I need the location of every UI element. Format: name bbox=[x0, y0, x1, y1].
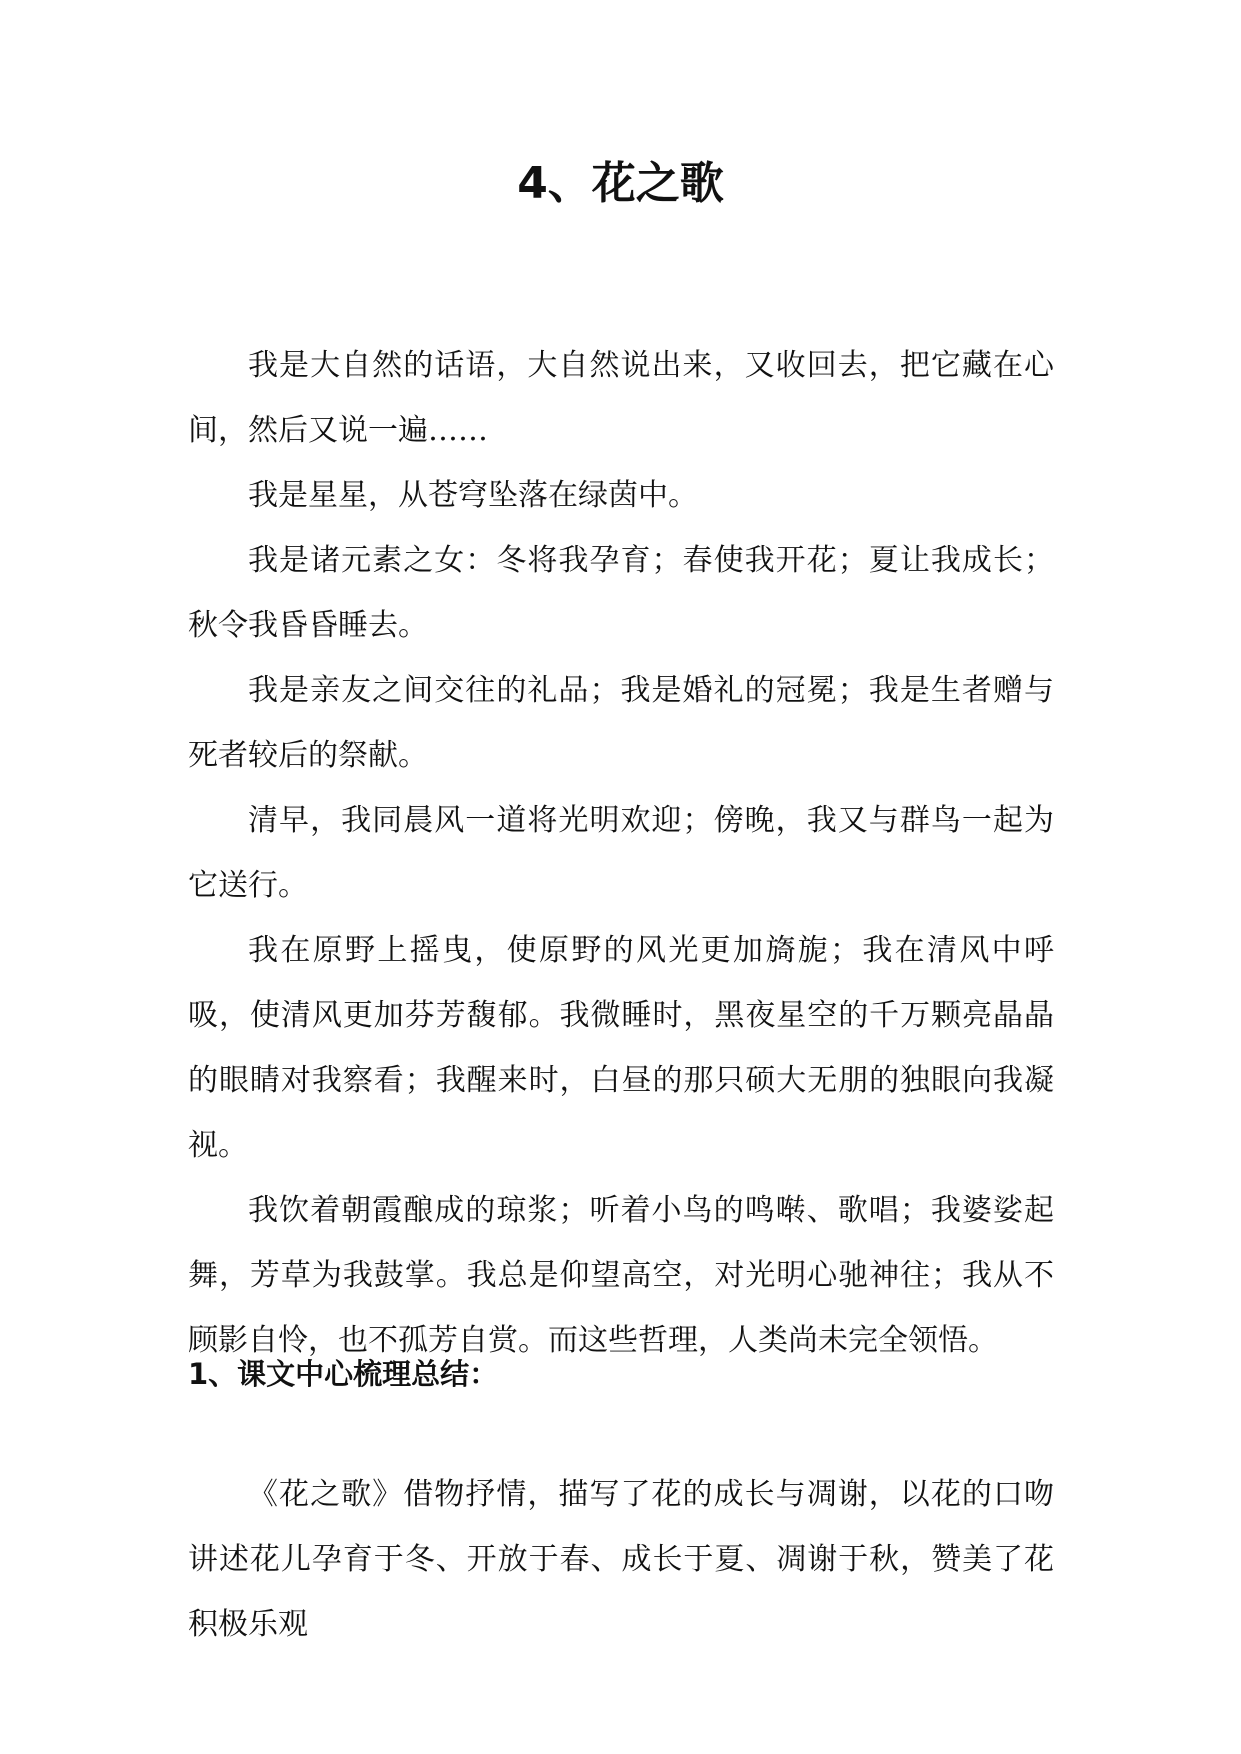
paragraph: 我是亲友之间交往的礼品；我是婚礼的冠冕；我是生者赠与死者较后的祭献。 bbox=[188, 673, 1054, 773]
paragraph: 我是诸元素之女：冬将我孕育；春使我开花；夏让我成长；秋令我昏昏睡去。 bbox=[188, 543, 1054, 643]
summary-body bbox=[188, 1462, 1054, 1657]
paragraph: 我是星星，从苍穹坠落在绿茵中。 bbox=[248, 478, 698, 513]
paragraph: 清早，我同晨风一道将光明欢迎；傍晚，我又与群鸟一起为它送行。 bbox=[188, 803, 1054, 903]
page-title: 4、花之歌 bbox=[517, 158, 724, 209]
paragraph: 我饮着朝霞酿成的琼浆；听着小鸟的鸣啭、歌唱；我婆娑起舞，芳草为我鼓掌。我总是仰望高空，对光明心驰神往；我从不顾影自怜，也不孤芳自赏。而这些哲理，人类尚未完全领悟。 bbox=[188, 1193, 1054, 1358]
poem-body bbox=[188, 333, 1054, 1373]
section-heading: 1、课文中心梳理总结： bbox=[188, 1357, 499, 1391]
summary-paragraph: 《花之歌》借物抒情，描写了花的成长与凋谢，以花的口吻讲述花儿孕育于冬、开放于春、成长于夏、凋谢于秋，赞美了花积极乐观 bbox=[188, 1477, 1054, 1642]
paragraph: 我是大自然的话语，大自然说出来，又收回去，把它藏在心间，然后又说一遍…… bbox=[188, 348, 1054, 448]
paragraph: 我在原野上摇曳，使原野的风光更加旖旎；我在清风中呼吸，使清风更加芬芳馥郁。我微睡时，黑夜星空的千万颗亮晶晶的眼睛对我察看；我醒来时，白昼的那只硕大无朋的独眼向我凝视。 bbox=[188, 933, 1054, 1163]
